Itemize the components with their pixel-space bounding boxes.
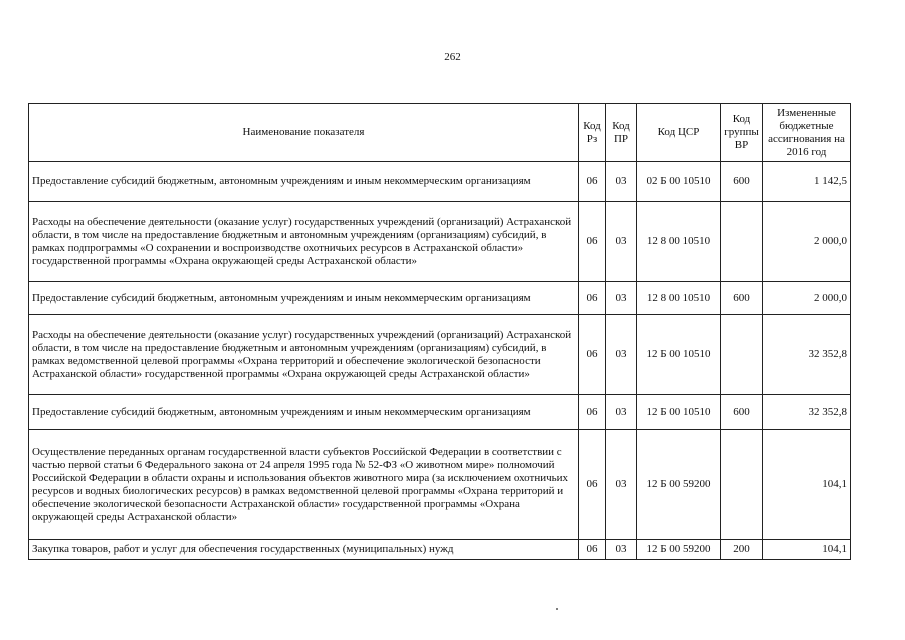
row-pr: 03 [606,162,637,202]
row-pr: 03 [606,315,637,395]
table-row [29,315,851,395]
row-rz: 06 [579,540,606,560]
row-amount: 32 352,8 [763,315,851,395]
row-rz: 06 [579,282,606,315]
row-amount: 104,1 [763,540,851,560]
row-amount: 1 142,5 [763,162,851,202]
row-csr: 12 8 00 10510 [637,282,721,315]
row-rz: 06 [579,430,606,540]
table-row [29,540,851,560]
row-name: Осуществление переданных органам государственной власти субъектов Российской Федерации в соответствии с частью первой статьи 6 Федерального закона от 24 апреля 1995 года № 52-ФЗ «О животном мире» полномочий Российской Федерации в области охраны и использования объектов животного мира (за исключением охотничьих ресурсов и водных биологических ресурсов) в рамках ведомственной целевой программы «Охрана территорий и обеспечение экологической безопасности Астраханской области» государственной программы «Охрана окружающей среды Астраханской области» [29,430,579,540]
row-vr [721,315,763,395]
table-row [29,430,851,540]
table-row [29,395,851,430]
header-vr: Код группы ВР [721,104,763,162]
row-vr: 600 [721,162,763,202]
row-csr: 12 Б 00 59200 [637,430,721,540]
row-rz: 06 [579,315,606,395]
table-row [29,282,851,315]
row-name: Предоставление субсидий бюджетным, автономным учреждениям и иным некоммерческим организациям [29,395,579,430]
scan-speck [556,608,558,610]
row-rz: 06 [579,162,606,202]
row-pr: 03 [606,202,637,282]
row-name: Расходы на обеспечение деятельности (оказание услуг) государственных учреждений (организаций) Астраханской области, в том числе на предоставление бюджетным и автономным учреждениям (организациям) субсидий, в рамках подпрограммы «О сохранении и воспроизводстве охотничьих ресурсов в Астраханской области» государственной программы «Охрана окружающей среды Астраханской области» [29,202,579,282]
row-rz: 06 [579,395,606,430]
row-name: Предоставление субсидий бюджетным, автономным учреждениям и иным некоммерческим организациям [29,282,579,315]
row-vr: 600 [721,282,763,315]
row-csr: 02 Б 00 10510 [637,162,721,202]
row-pr: 03 [606,430,637,540]
row-csr: 12 8 00 10510 [637,202,721,282]
row-csr: 12 Б 00 10510 [637,395,721,430]
budget-table [28,103,851,560]
row-pr: 03 [606,540,637,560]
row-vr: 200 [721,540,763,560]
header-name: Наименование показателя [29,104,579,162]
row-amount: 104,1 [763,430,851,540]
header-csr: Код ЦСР [637,104,721,162]
row-rz: 06 [579,202,606,282]
row-name: Закупка товаров, работ и услуг для обеспечения государственных (муниципальных) нужд [29,540,579,560]
row-csr: 12 Б 00 59200 [637,540,721,560]
table-row [29,202,851,282]
header-rz: Код Рз [579,104,606,162]
table-row [29,162,851,202]
row-vr [721,430,763,540]
header-amount: Измененные бюджетные ассигнования на 2016 год [763,104,851,162]
row-pr: 03 [606,282,637,315]
row-name: Предоставление субсидий бюджетным, автономным учреждениям и иным некоммерческим организациям [29,162,579,202]
row-csr: 12 Б 00 10510 [637,315,721,395]
row-vr: 600 [721,395,763,430]
row-vr [721,202,763,282]
row-amount: 2 000,0 [763,202,851,282]
row-pr: 03 [606,395,637,430]
row-name: Расходы на обеспечение деятельности (оказание услуг) государственных учреждений (организаций) Астраханской области, в том числе на предоставление бюджетным и автономным учреждениям (организациям) субсидий, в рамках ведомственной целевой программы «Охрана территорий и обеспечение экологической безопасности Астраханской области» государственной программы «Охрана окружающей среды Астраханской области» [29,315,579,395]
page-number: 262 [444,51,461,63]
header-pr: Код ПР [606,104,637,162]
row-amount: 32 352,8 [763,395,851,430]
row-amount: 2 000,0 [763,282,851,315]
table-header-row [29,104,851,162]
